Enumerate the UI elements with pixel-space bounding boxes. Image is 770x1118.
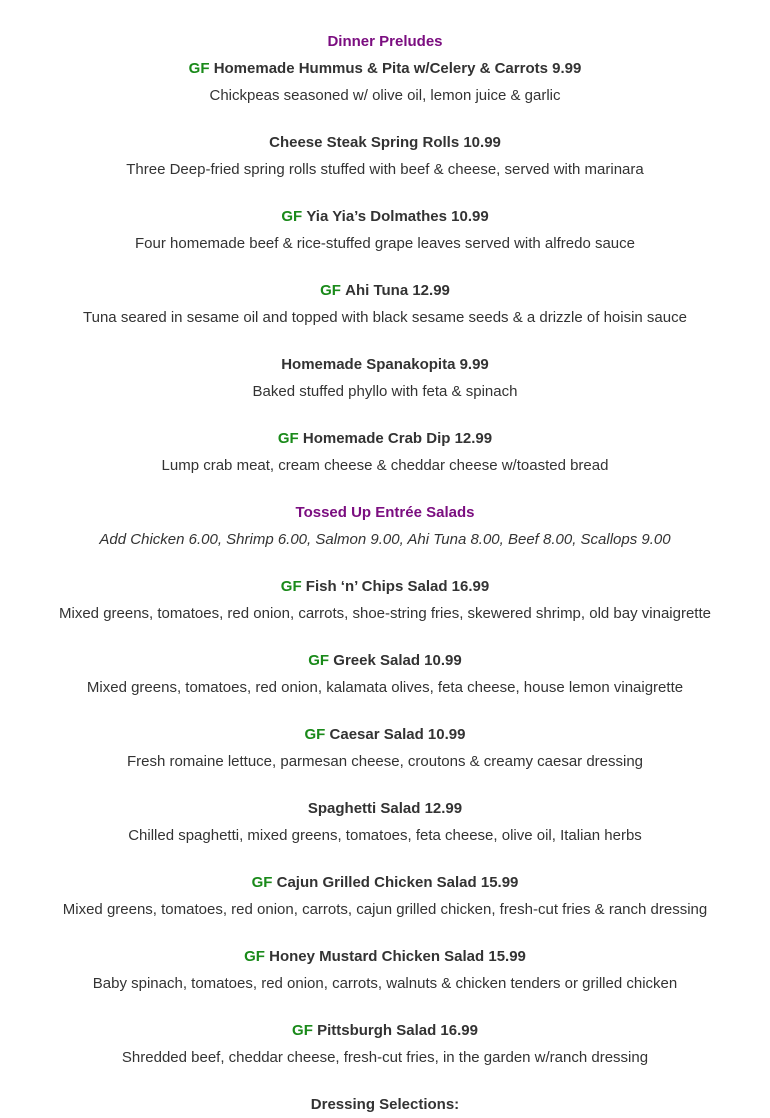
salads-addon-note: Add Chicken 6.00, Shrimp 6.00, Salmon 9.00, Ahi Tuna 8.00, Beef 8.00, Scallops 9.00 [99, 531, 671, 548]
menu-item-title [0, 1017, 770, 1044]
gluten-free-badge: GF [251, 874, 273, 891]
gluten-free-badge: GF [292, 1022, 313, 1039]
gluten-free-badge: GF [320, 282, 341, 299]
section-title-salads: Tossed Up Entrée Salads [295, 504, 475, 521]
menu-item-name: Caesar Salad 10.99 [329, 726, 466, 743]
menu-item-title [0, 869, 770, 896]
menu-item-title [0, 351, 770, 378]
menu-item-name: Cajun Grilled Chicken Salad 15.99 [276, 874, 519, 891]
menu-item-description: Mixed greens, tomatoes, red onion, carrots, cajun grilled chicken, fresh-cut fries & ranch dressing [62, 901, 708, 918]
menu-item-name: Cheese Steak Spring Rolls 10.99 [269, 134, 501, 151]
menu-item-title [0, 943, 770, 970]
section-title-preludes: Dinner Preludes [327, 33, 443, 50]
menu-item-title [0, 647, 770, 674]
menu-item-description: Mixed greens, tomatoes, red onion, carrots, shoe-string fries, skewered shrimp, old bay vinaigrette [59, 605, 711, 622]
menu-item-name: Homemade Hummus & Pita w/Celery & Carrots 9.99 [213, 60, 582, 77]
menu-item-description: Chilled spaghetti, mixed greens, tomatoes, feta cheese, olive oil, Italian herbs [128, 827, 642, 844]
menu-item-title [0, 277, 770, 304]
gluten-free-badge: GF [244, 948, 265, 965]
menu-item-title [0, 573, 770, 600]
menu-item-description: Three Deep-fried spring rolls stuffed with beef & cheese, served with marinara [126, 161, 644, 178]
gluten-free-badge: GF [280, 578, 302, 595]
menu-item-description: Chickpeas seasoned w/ olive oil, lemon juice & garlic [209, 87, 561, 104]
gluten-free-badge: GF [281, 208, 303, 225]
menu-item-description: Fresh romaine lettuce, parmesan cheese, croutons & creamy caesar dressing [126, 753, 644, 770]
menu-item-title [0, 795, 770, 822]
menu-item-name: Pittsburgh Salad 16.99 [317, 1022, 478, 1039]
menu-item-name: Spaghetti Salad 12.99 [307, 800, 463, 817]
menu-item-description: Baby spinach, tomatoes, red onion, carrots, walnuts & chicken tenders or grilled chicken [92, 975, 678, 992]
menu-item-name: Ahi Tuna 12.99 [345, 282, 450, 299]
preludes-list [0, 55, 770, 479]
menu-item-title [0, 55, 770, 82]
menu-item-description: Four homemade beef & rice-stuffed grape leaves served with alfredo sauce [135, 235, 635, 252]
gluten-free-badge: GF [277, 430, 299, 447]
gluten-free-badge: GF [304, 726, 326, 743]
menu-item-description: Mixed greens, tomatoes, red onion, kalamata olives, feta cheese, house lemon vinaigrette [86, 679, 684, 696]
gluten-free-badge: GF [308, 652, 330, 669]
menu-item-title [0, 203, 770, 230]
menu-item-name: Homemade Crab Dip 12.99 [302, 430, 493, 447]
menu-item-description: Baked stuffed phyllo with feta & spinach [252, 383, 518, 400]
menu-item-name: Greek Salad 10.99 [333, 652, 462, 669]
menu-item-title [0, 721, 770, 748]
menu-item-title [0, 425, 770, 452]
menu-item-name: Fish ‘n’ Chips Salad 16.99 [305, 578, 490, 595]
menu-item-name: Homemade Spanakopita 9.99 [281, 356, 489, 373]
menu-item-name: Honey Mustard Chicken Salad 15.99 [269, 948, 526, 965]
menu-item-description: Tuna seared in sesame oil and topped with black sesame seeds & a drizzle of hoisin sauce [83, 309, 687, 326]
salads-list [0, 553, 770, 1071]
section-title-dressings: Dressing Selections: [310, 1096, 460, 1113]
menu-item-description: Shredded beef, cheddar cheese, fresh-cut fries, in the garden w/ranch dressing [121, 1049, 649, 1066]
menu-item-title [0, 129, 770, 156]
menu-item-name: Yia Yia’s Dolmathes 10.99 [306, 208, 489, 225]
menu-item-description: Lump crab meat, cream cheese & cheddar cheese w/toasted bread [161, 457, 609, 474]
gluten-free-badge: GF [188, 60, 210, 77]
